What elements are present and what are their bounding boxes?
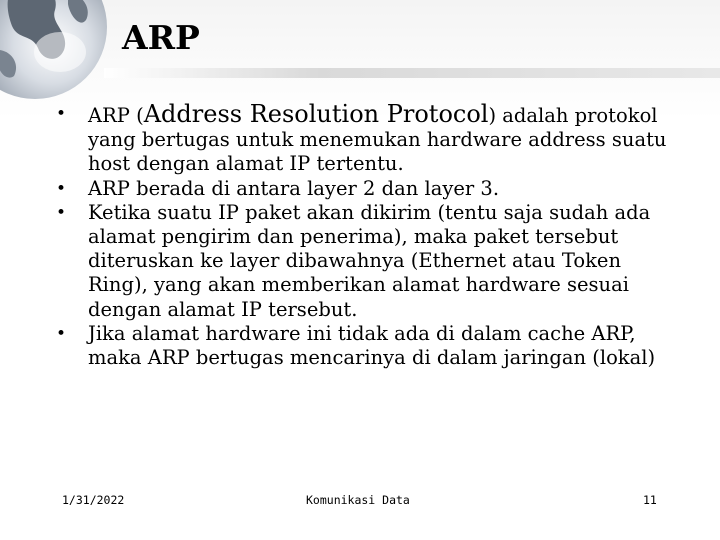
bullet-text: Ketika suatu IP paket akan dikirim (tentu saja sudah ada alamat pengirim dan penerima), maka paket tersebut diteruskan ke layer dibawahnya (Ethernet atau Token Ring), yang akan memberikan alamat hardware sesuai dengan alamat IP tersebut. [88, 200, 651, 321]
bullet-item [52, 201, 682, 322]
bullet-text: Jika alamat hardware ini tidak ada di dalam cache ARP, maka ARP bertugas mencarinya di dalam jaringan (lokal) [88, 321, 656, 370]
bullet-marker: • [56, 323, 67, 344]
slide-title: ARP [122, 18, 200, 57]
bullet-list [52, 102, 682, 370]
bullet-text-post: ) adalah protokol yang bertugas untuk menemukan hardware address suatu host dengan alamat IP tertentu. [88, 104, 667, 176]
bullet-text: ARP berada di antara layer 2 dan layer 3. [88, 176, 500, 200]
footer-date: 1/31/2022 [62, 493, 125, 507]
title-underline [104, 68, 720, 78]
bullet-marker: • [56, 202, 67, 223]
bullet-text-pre: ARP ( [88, 104, 144, 127]
bullet-item [52, 322, 682, 370]
page-number: 11 [643, 493, 657, 507]
footer-title: Komunikasi Data [306, 493, 410, 507]
bullet-marker: • [56, 178, 67, 199]
bullet-marker: • [56, 104, 67, 124]
globe-icon [0, 0, 110, 102]
bullet-item [52, 102, 682, 177]
bullet-item [52, 177, 682, 201]
bullet-term: Address Resolution Protocol [143, 100, 489, 128]
